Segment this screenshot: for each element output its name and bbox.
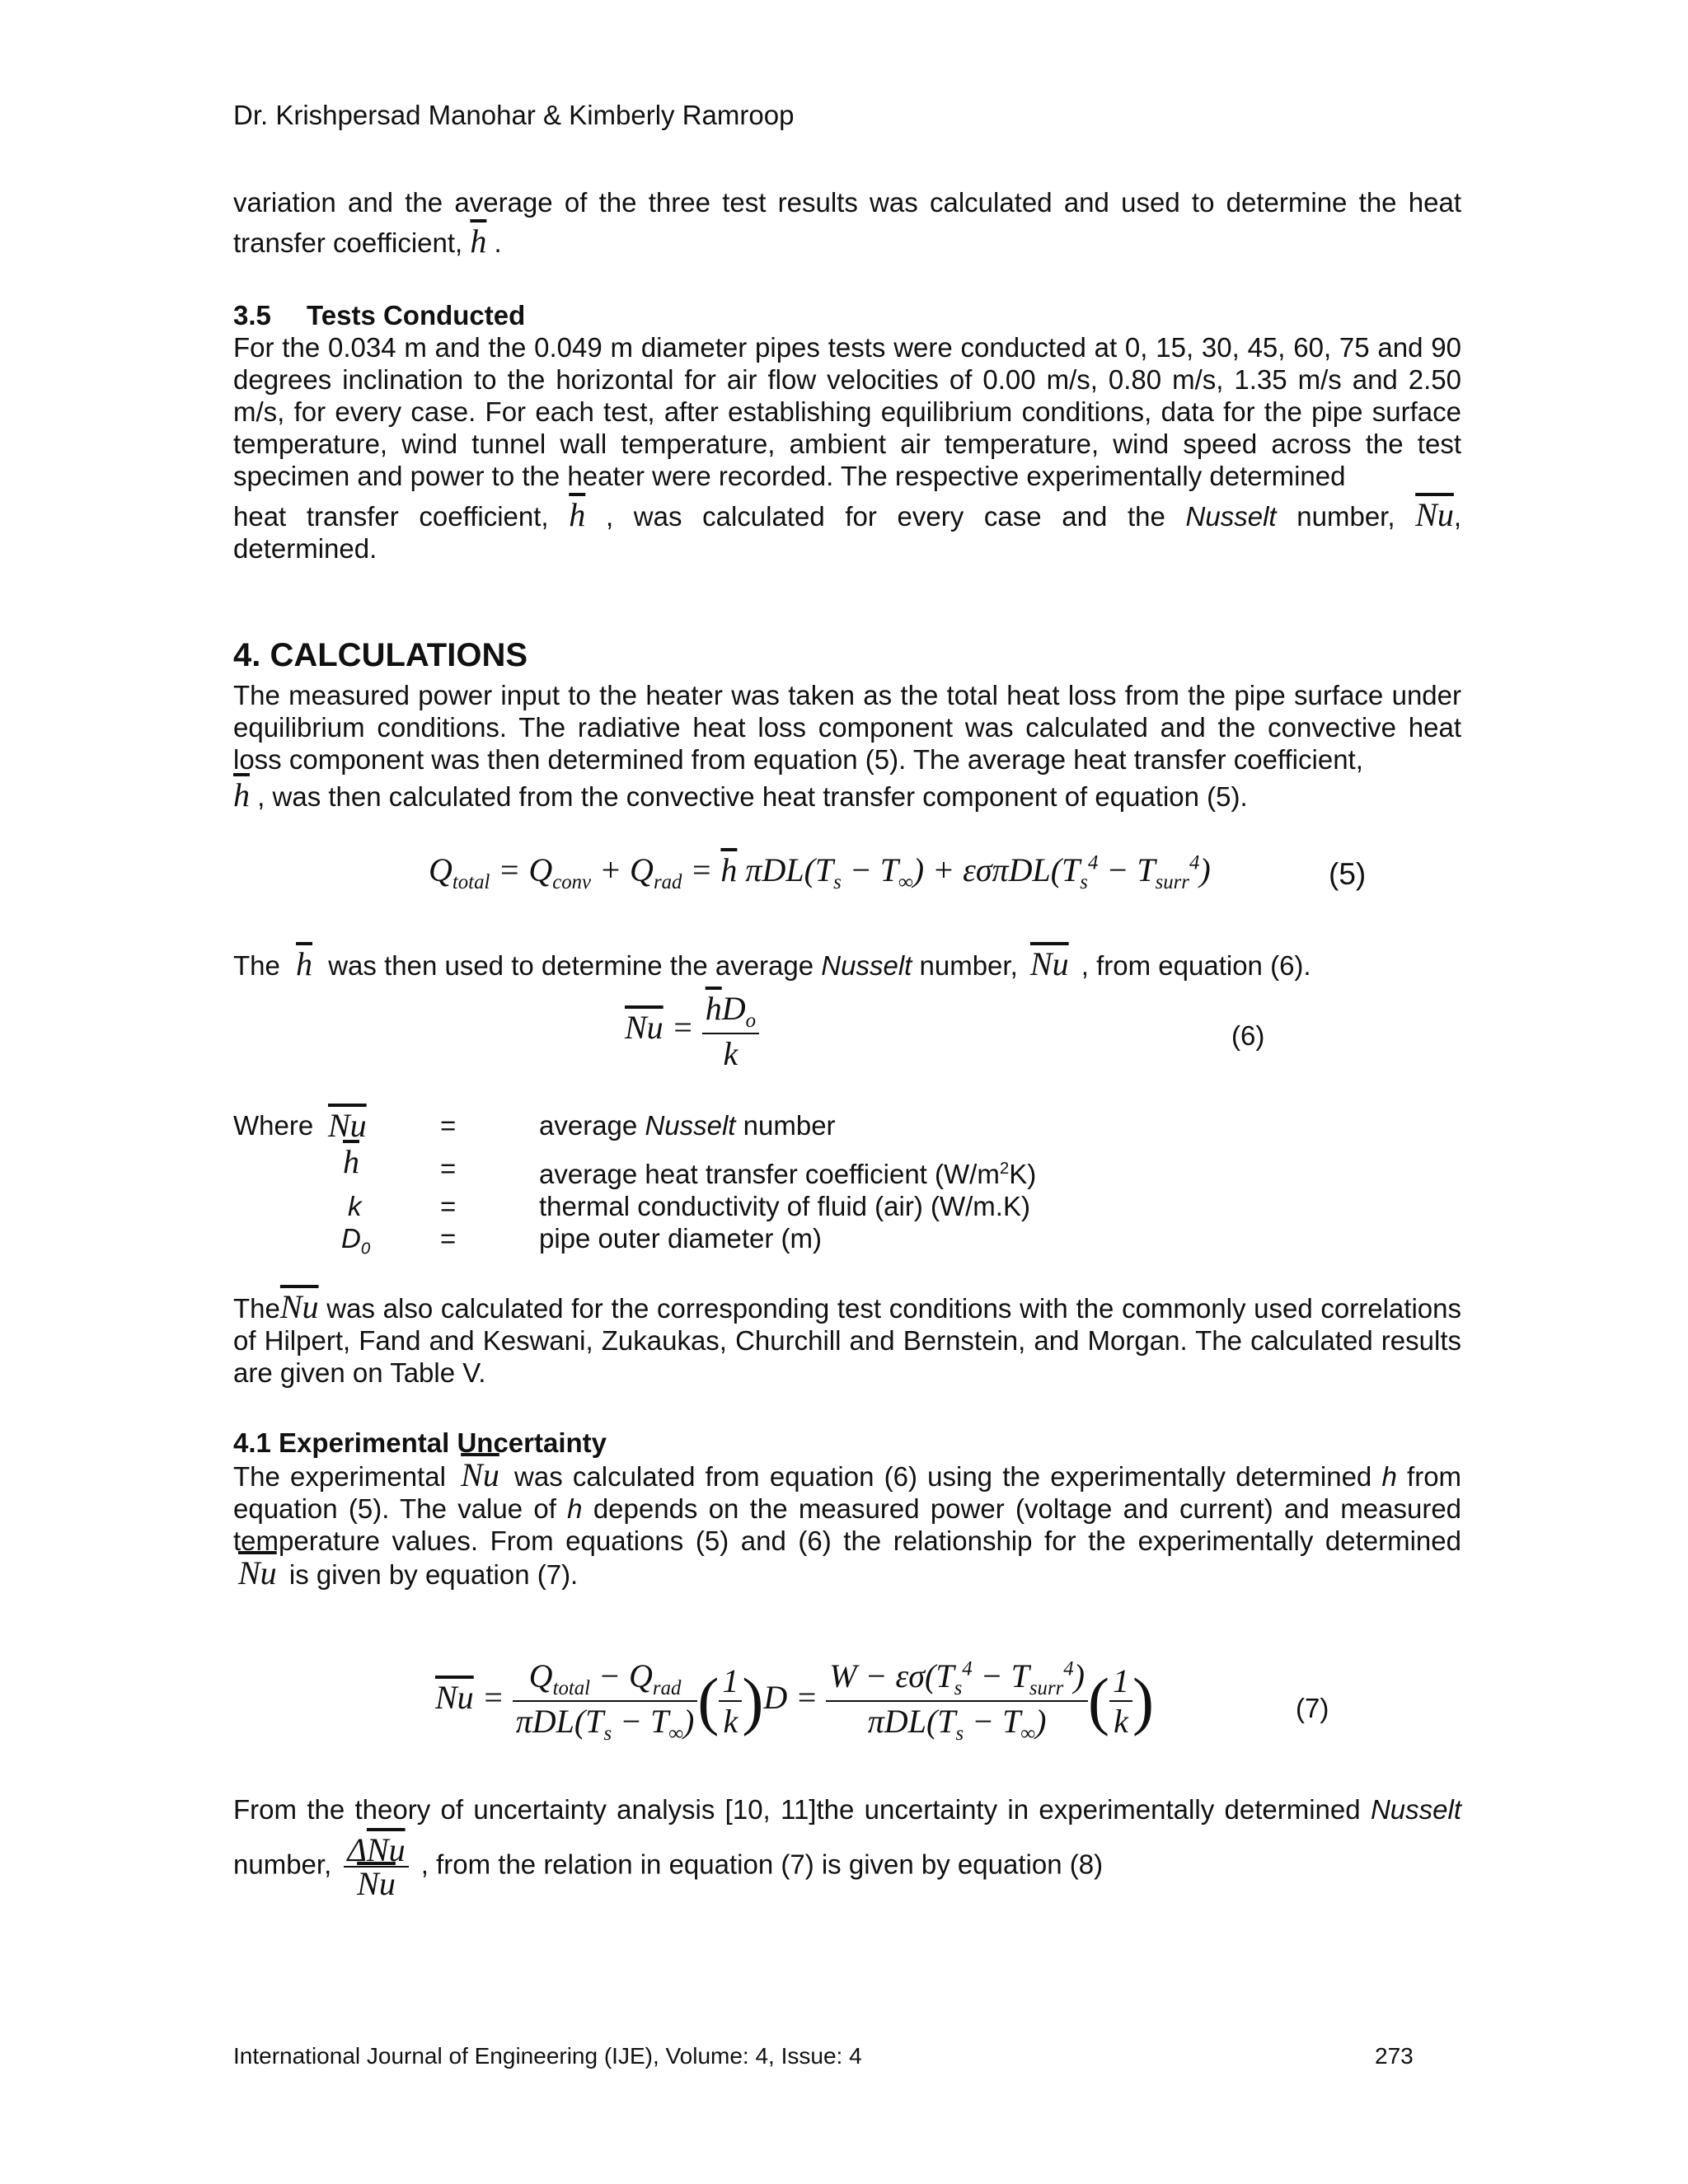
symbol-h: $\overline{h}$ — [569, 496, 586, 533]
symbol-nu: $\overline{Nu}$ — [461, 1456, 499, 1493]
text-fragment: was calculated from equation (6) using the experimentally determined — [514, 1461, 1372, 1492]
equation-5-number: (5) — [1329, 857, 1367, 891]
definitions-table — [233, 1107, 1037, 1258]
text-fragment: was then used to determine the average — [328, 950, 814, 981]
equation-5: $Q_{total} = Q_{conv} + Q_{rad} = \overline{h}$ $\pi DL(T_s - T_\infty) + \varepsilon\sigma\pi DL(T_s^4 - T_{surr}^4)$ — [429, 851, 1211, 893]
section-4-text: The measured power input to the heater was taken as the total heat loss from the pipe surface under equilibrium conditions. The radiative heat loss component was calculated and the convective heat loss component was then determined from equation (5). The average heat transfer coefficient, — [233, 680, 1461, 775]
text-fragment: heat transfer coefficient, — [233, 501, 549, 532]
symbol-k: k — [348, 1191, 362, 1221]
footer-journal: International Journal of Engineering (IJE), Volume: 4, Issue: 4 — [233, 2043, 862, 2069]
section-4-1-body — [233, 1456, 1462, 1591]
relative-uncertainty-fraction: $\frac{\Delta\overline{Nu}}{Nu}$ — [344, 1834, 408, 1900]
superscript: 2 — [999, 1159, 1010, 1178]
symbol-h: $\overline{h}$ — [470, 223, 487, 260]
text-fragment: From the theory of uncertainty analysis [10, 11]the uncertainty in experimentally determined — [233, 1794, 1361, 1825]
section-4-body — [233, 679, 1461, 813]
where-label: Where — [233, 1110, 314, 1141]
header-authors: Dr. Krishpersad Manohar & Kimberly Ramroop — [233, 100, 795, 130]
text-fragment: number, — [1296, 501, 1395, 532]
section-title: 4.1 Experimental Uncertainty — [233, 1427, 607, 1458]
equation-7-number: (7) — [1296, 1693, 1329, 1723]
text-fragment: was also calculated for the corresponding test conditions with the commonly used correlations of Hilpert, Fand and Keswani, Zukaukas, Churchill and Bernstein, and Morgan. The calculated results are given on Table V. — [233, 1293, 1461, 1388]
symbol-nu: $\overline{Nu}$ — [1415, 496, 1454, 533]
text-fragment: number, — [919, 950, 1018, 981]
section-number: 3.5 — [233, 300, 271, 330]
section-title: Tests Conducted — [307, 300, 526, 330]
text-fragment: The experimental — [233, 1461, 446, 1492]
section-3-5-body — [233, 331, 1461, 565]
text-fragment: The — [233, 950, 280, 981]
def-text: average heat transfer coefficient (W/m — [539, 1159, 1000, 1189]
symbol-h: h — [1381, 1461, 1397, 1492]
section-4-heading — [233, 637, 1461, 673]
text-fragment: , from equation (6). — [1081, 950, 1311, 981]
text-fragment: , from the relation in equation (7) is given by equation (8) — [420, 1849, 1104, 1880]
equals-sign: = — [440, 1191, 457, 1221]
section-3-5-heading — [233, 299, 1461, 331]
intro-text-b: transfer coefficient, — [233, 227, 463, 258]
symbol-d: D — [341, 1223, 361, 1254]
text-fragment: is given by equation (7). — [288, 1559, 579, 1590]
symbol-nu: $\overline{Nu}$ — [238, 1554, 277, 1591]
text-fragment: , was calculated for every case and the — [605, 501, 1165, 532]
equation-6-number: (6) — [1231, 1020, 1265, 1051]
def-text: thermal conductivity of fluid (air) (W/m.K) — [539, 1191, 1030, 1221]
symbol-nu: $\overline{Nu}$ — [1029, 945, 1069, 982]
section-4-1-heading — [233, 1427, 1461, 1459]
symbol-h: $\overline{h}$ — [233, 776, 250, 813]
equals-sign: = — [440, 1110, 457, 1141]
text-fragment: number, — [233, 1849, 332, 1880]
symbol-h: $\overline{h}$ — [296, 945, 313, 982]
nusselt-word: Nusselt — [1370, 1794, 1461, 1825]
symbol-h: h — [567, 1493, 583, 1524]
section-title: 4. CALCULATIONS — [233, 637, 528, 673]
intro-paragraph — [233, 186, 1461, 259]
nusselt-word: Nusselt — [821, 950, 912, 981]
subscript: 0 — [360, 1239, 371, 1258]
def-text: K) — [1009, 1159, 1037, 1189]
equals-sign: = — [440, 1153, 457, 1183]
text-fragment: from equation (5). The value of — [233, 1461, 1462, 1524]
nusselt-word: Nusselt — [645, 1110, 736, 1141]
equation-6: $\overline{Nu}$ = $\frac{\overline{h}D_o}{k}$ — [625, 989, 759, 1073]
text-fragment: The — [233, 1293, 280, 1324]
nusselt-word: Nusselt — [1185, 501, 1277, 532]
running-header — [233, 99, 1461, 131]
page-number: 273 — [1375, 2043, 1414, 2069]
para-correlations — [233, 1288, 1461, 1389]
symbol-h: $\overline{h}$ — [343, 1143, 359, 1180]
uncertainty-paragraph — [233, 1793, 1461, 1900]
def-text: pipe outer diameter (m) — [539, 1223, 822, 1254]
text-fragment: determined. — [233, 533, 377, 564]
text-fragment: , was then calculated from the convective heat transfer component of equation (5). — [257, 781, 1248, 812]
symbol-nu: $\overline{Nu}$ — [279, 1288, 319, 1325]
text-fragment: , — [1453, 501, 1462, 532]
after-eq5-line — [233, 945, 1461, 982]
equation-7: $\overline{Nu}$ = $\frac{Q_{total} - Q_{rad}}{\pi DL(T_s - T_\infty)}$ ( $\frac{1}{k}$ )D = $\frac{W - \varepsilon\sigma(T_s^4 - T_{surr}^4)}{\pi DL(T_s - T_\infty)}$ ( $\frac{1}{k}$ ) — [435, 1657, 1154, 1745]
symbol-nu: $\overline{Nu}$ — [328, 1107, 367, 1144]
footer — [233, 2042, 1461, 2070]
def-text: average — [539, 1110, 638, 1141]
text-fragment: depends on the measured power (voltage and current) and measured temperature values. From equations (5) and (6) the relationship for the experimentally determined — [233, 1493, 1462, 1556]
def-text: number — [743, 1110, 836, 1141]
section-3-5-text: For the 0.034 m and the 0.049 m diameter pipes tests were conducted at 0, 15, 30, 45, 60, 75 and 90 degrees inclination to the horizontal for air flow velocities of 0.00 m/s, 0.80 m/s, 1.35 m/s and 2.50 m/s, for every case. For each test, after establishing equilibrium conditions, data for the pipe surface temperature, wind tunnel wall temperature, ambient air temperature, wind speed across the test specimen and power to the heater were recorded. The respective experimentally determined — [233, 332, 1461, 491]
intro-text-a: variation and the average of the three test results was calculated and used to determine the heat — [233, 187, 1461, 218]
equals-sign: = — [440, 1223, 457, 1254]
intro-end: . — [494, 227, 502, 258]
